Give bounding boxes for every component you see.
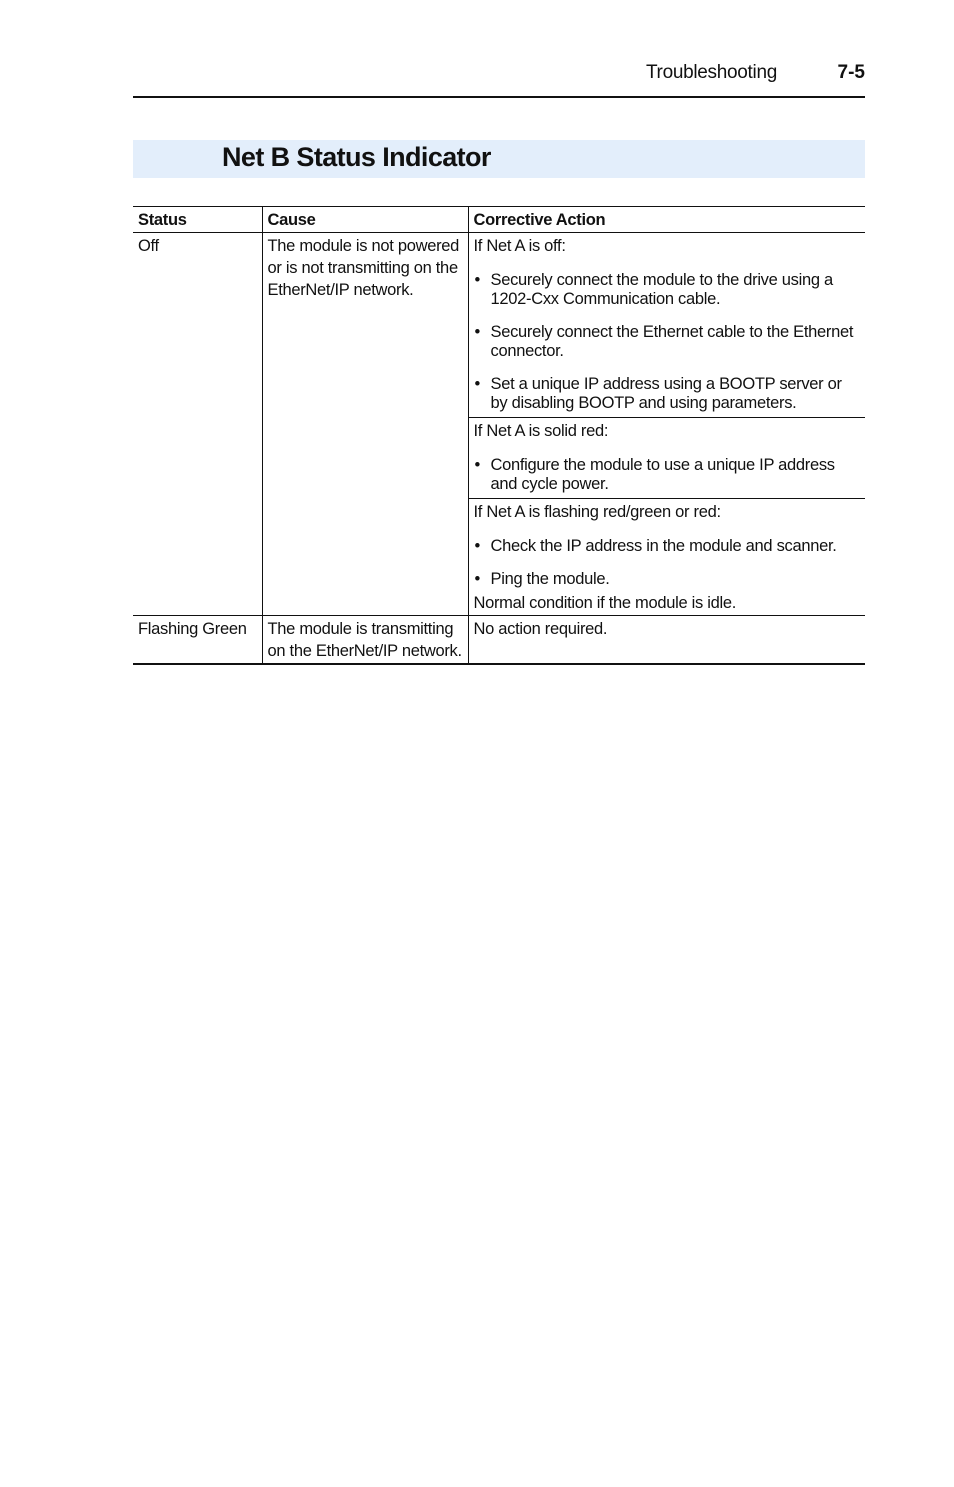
table-row-flashing-green [133,616,865,665]
title-band [133,140,865,178]
page-header [133,58,865,98]
action-condition: If Net A is off: [473,237,566,255]
action-condition: If Net A is solid red: [473,422,609,440]
action-bullet: • Securely connect the module to the drive using a 1202-Cxx Communication cable. [474,271,861,309]
action-note: Normal condition if the module is idle. [473,594,737,612]
status-table [133,206,865,665]
table-header-row [133,207,865,233]
action-condition: If Net A is flashing red/green or red: [473,503,721,521]
action-bullet: • Check the IP address in the module and scanner. [474,537,861,556]
page-title: Net B Status Indicator [222,142,491,172]
action-bullet: • Set a unique IP address using a BOOTP server or by disabling BOOTP and using parameters. [474,375,861,413]
action-block-net-a-off [469,233,866,417]
action-block-net-a-solid-red [469,417,866,498]
column-header-status: Status [133,207,262,233]
action-block-net-a-flashing [469,498,866,615]
corrective-action-cell: No action required. [468,616,865,665]
status-cell: Off [138,237,159,255]
action-bullet: • Configure the module to use a unique IP address and cycle power. [474,456,861,494]
cause-cell: The module is transmitting on the EtherNet/IP network. [262,616,468,665]
cause-cell: The module is not powered or is not transmitting on the EtherNet/IP network. [262,233,468,616]
table-row-off [133,233,865,616]
action-bullet: • Ping the module. [474,570,861,589]
column-header-cause: Cause [262,207,468,233]
action-bullet: • Securely connect the Ethernet cable to the Ethernet connector. [474,323,861,361]
page-number: 7-5 [837,62,865,83]
status-cell: Flashing Green [133,616,262,665]
column-header-corrective-action: Corrective Action [468,207,865,233]
section-name: Troubleshooting [645,62,777,83]
corrective-action-cell [468,233,865,616]
